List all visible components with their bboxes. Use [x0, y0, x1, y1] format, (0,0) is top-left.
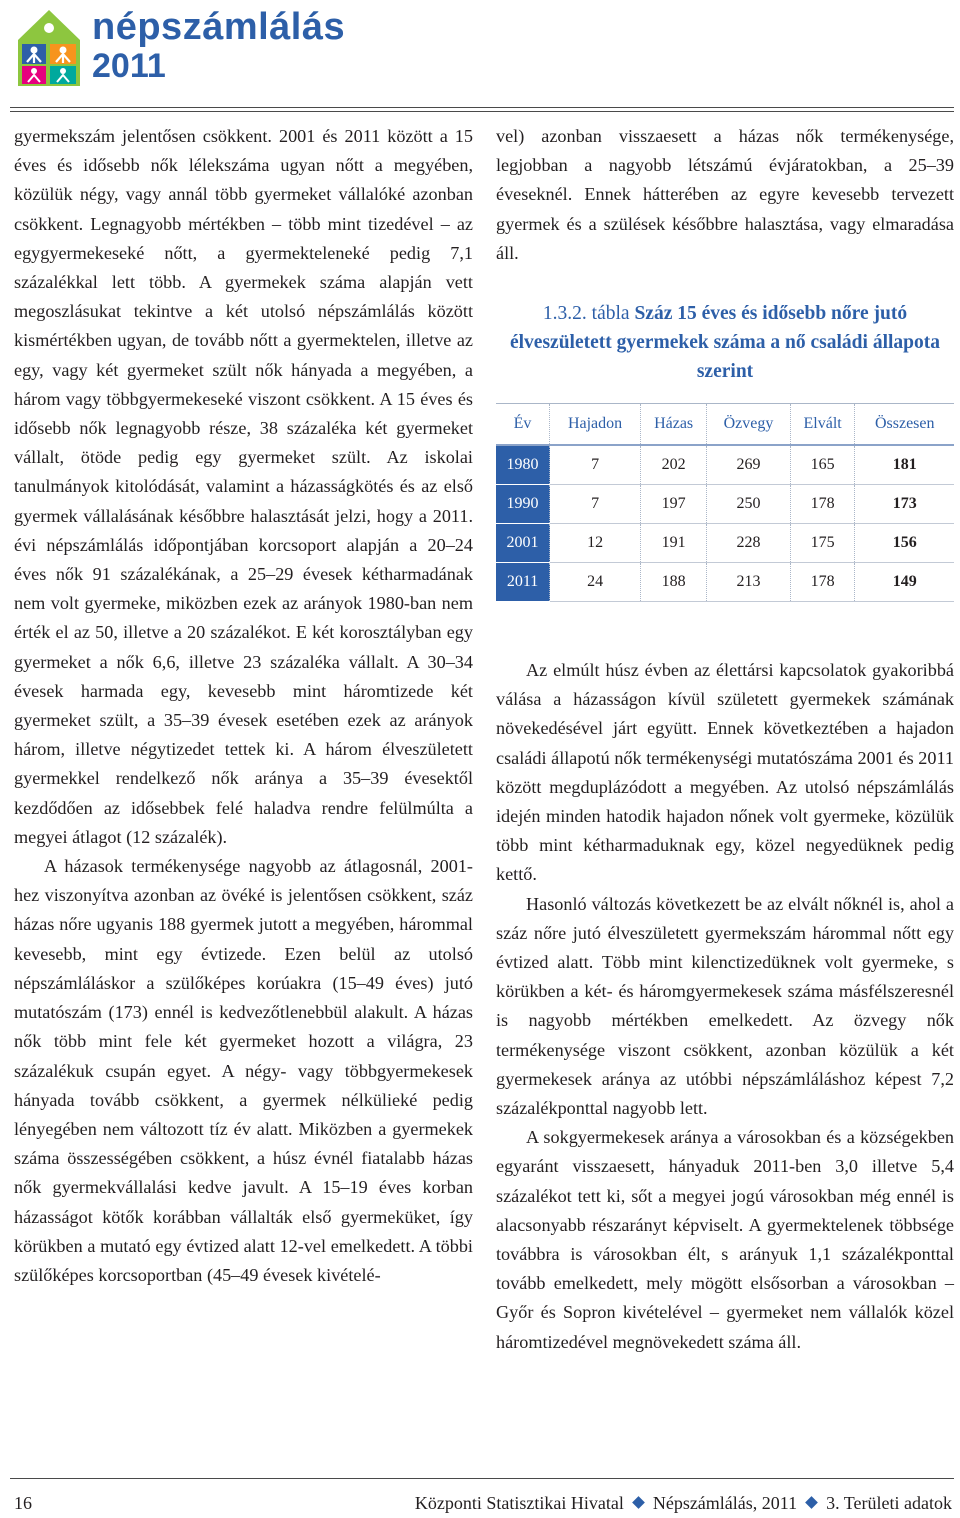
header-widowed: Özvegy — [707, 404, 791, 446]
table-caption — [496, 299, 954, 386]
cell-single: 12 — [550, 524, 641, 563]
table-row — [496, 524, 954, 563]
right-column-top — [496, 122, 954, 268]
cell-married: 188 — [641, 563, 707, 602]
header-married: Házas — [641, 404, 707, 446]
cell-single: 24 — [550, 563, 641, 602]
page-header — [0, 0, 960, 100]
right-paragraph-3: A sokgyermekesek aránya a városokban és a községekben egyaránt visszaesett, hányaduk 2011-ben 3,0 illetve 5,4 százalékot tett ki, sőt a megyei jogú városokban még ennél is alacsonyabb részarányt képviselt. A gyermektelenek többsége továbbra is városokban élt, s arányuk 1,1 százalékponttal tovább emelkedett, mely mögött elsősorban a városokban – Győr és Sopron kivételével – gyermeket nem vállalók közel háromtizedével megnövekedett száma áll. — [496, 1127, 954, 1352]
row-year: 1990 — [496, 485, 550, 524]
footer-divider — [10, 1478, 954, 1479]
cell-single: 7 — [550, 445, 641, 485]
footer-section: 3. Területi adatok — [826, 1493, 952, 1513]
right-paragraph-2: Hasonló változás következett be az elvált nőknél is, ahol a száz nőre jutó élveszületett gyermekszám hárommal nőtt egy évtized alatt. Több mint kilenctizedüknek volt gyermeke, s körükben a két- és háromgyermekesek száma másfélszeresnél is nagyobb mértékben emelkedett. Az özvegy nők termékenysége viszont csökkent, azonban közülük a két gyermekesek aránya az utóbbi népszámláláshoz képest 7,2 százalékponttal nagyobb lett. — [496, 893, 954, 1119]
footer-credits — [415, 1490, 952, 1516]
footer-publisher: Központi Statisztikai Hivatal — [414, 1493, 624, 1513]
table-row — [496, 485, 954, 524]
fertility-table — [496, 403, 954, 602]
page-number: 16 — [14, 1493, 32, 1513]
right-column-bottom — [496, 656, 954, 1357]
row-year: 1980 — [496, 445, 550, 485]
cell-widowed: 228 — [707, 524, 791, 563]
cell-total: 181 — [855, 445, 954, 485]
cell-total: 156 — [855, 524, 954, 563]
left-column — [14, 122, 473, 1290]
row-year: 2011 — [496, 563, 550, 602]
cell-widowed: 250 — [707, 485, 791, 524]
diamond-icon — [632, 1496, 645, 1509]
table-header-row — [496, 404, 954, 446]
cell-widowed: 213 — [707, 563, 791, 602]
footer-publication: Népszámlálás, 2011 — [652, 1493, 798, 1513]
header-divorced: Elvált — [790, 404, 855, 446]
cell-widowed: 269 — [707, 445, 791, 485]
cell-divorced: 175 — [790, 524, 855, 563]
right-paragraph-continuation: vel) azonban visszaesett a házas nők termékenysége, legjobban a nagyobb létszámú évjáratokban, a 25–39 éveseknél. Ennek hátterében az egyre kevesebb tervezett gyermek és a szülések későbbre halasztása, vagy elmaradása áll. — [496, 126, 954, 263]
cell-divorced: 165 — [790, 445, 855, 485]
cell-married: 191 — [641, 524, 707, 563]
header-total: Összesen — [855, 404, 954, 446]
cell-divorced: 178 — [790, 563, 855, 602]
row-year: 2001 — [496, 524, 550, 563]
header-single: Hajadon — [550, 404, 641, 446]
table-number: 1.3.2. tábla — [542, 303, 630, 324]
cell-total: 149 — [855, 563, 954, 602]
table-row — [496, 445, 954, 485]
right-paragraph-1: Az elmúlt húsz évben az élettársi kapcsolatok gyakoribbá válása a házasságon kívül született gyermekek számának növekedésével járt együtt. Ennek következtében a hajadon családi állapotú nők termékenységi mutatószáma 2001 és 2011 között megduplázódott a megyében. Az utolsó népszámlálás idején minden hatodik hajadon nőnek volt gyermeke, közülük több mint kétharmaduknak egy, közel negyedüknek pedig kettő. — [496, 660, 954, 885]
left-paragraph-2: A házasok termékenysége nagyobb az átlagosnál, 2001-hez viszonyítva azonban az övéké is jelentősen csökkent, száz házas nőre ugyanis 188 gyermek jutott a megyében, hárommal kevesebb, mint egy évtizede. Ezen belül az utolsó népszámláláskor a szülőképes korúakra (15–49 éves) jutó mutatószám (173) ennél is kedvezőtlenebbül alakult. A házas nők több mint fele két gyermeket hozott a világra, 23 százalékuk csupán egyet. A négy- vagy többgyermekesek hányada tovább csökkent, a gyermek nélkülieké pedig lényegében nem változott tíz év alatt. Miközben a gyermekek száma összességében csökkent, a húsz évnél fiatalabb házas nők gyermekvállalási kedve javult. A 15–19 éves korban házasságot kötők korábban vállalták első gyermeküket, így körükben a mutató egy évtized alatt 12-vel emelkedett. A többi szülőképes korcsoportban (45–49 évesek kivételé- — [14, 856, 473, 1285]
cell-total: 173 — [855, 485, 954, 524]
logo-year: 2011 — [92, 47, 166, 85]
cell-divorced: 178 — [790, 485, 855, 524]
census-logo-icon — [14, 6, 84, 88]
table-row — [496, 563, 954, 602]
left-paragraph-1: gyermekszám jelentősen csökkent. 2001 és 2011 között a 15 éves és idősebb nők lélekszáma ugyan nőtt a megyében, közülük négy, vagy annál több gyermeket vállalóké azonban csökkent. Legnagyobb mértékben – több mint tizedével – az egygyermekeseké nőtt, a gyermekteleneké pedig 7,1 százalékkal lett több. A gyermekek száma alapján vett megoszlásukat tekintve a két utolsó népszámlálás között kismértékben ugyan, de tovább nőtt a gyermektelen, illetve az egy, vagy két gyermeket szült nők hányada a megyében, a három vagy többgyermekeseké viszont csökkent. A 15 éves és idősebb nők legnagyobb része, 38 százaléka két gyermeket vállalt, ötöde pedig egy gyermeket szült. Az iskolai tanulmányok kitolódását, valamint a házasságkötés és az első gyermek vállalásának későbbre halasztását jelzi, hogy a 2011. évi népszámlálás időpontjában korcsoport alapján a 20–24 éves nők 91 százalékának, a 25–29 évesek kétharmadának nem volt gyermeke, miközben ezek az arányok 1980-ban nem érték el az 50, illetve a 20 százalékot. E két korosztályban egy gyermeket a nők 6,6, illetve 23 százaléka vállalt. A 30–34 évesek harmada egy, kevesebb mint háromtizede két gyermeket szült, a 35–39 évesek esetében ezek az arányok három, illetve négytizedet tettek ki. A három élveszületett gyermekkel rendelkező nők aránya a 35–39 évesektől kezdődően az idősebbek felé haladva rendre felülmúlta a megyei átlagot (12 százalék). — [14, 126, 473, 847]
table-title: Száz 15 éves és idősebb nőre jutó élveszületett gyermekek száma a nő családi állapota szerint — [509, 303, 940, 382]
cell-single: 7 — [550, 485, 641, 524]
logo-title: népszámlálás — [92, 6, 346, 48]
diamond-icon — [805, 1496, 818, 1509]
header-year: Év — [496, 404, 550, 446]
cell-married: 202 — [641, 445, 707, 485]
cell-married: 197 — [641, 485, 707, 524]
header-divider — [10, 107, 954, 108]
